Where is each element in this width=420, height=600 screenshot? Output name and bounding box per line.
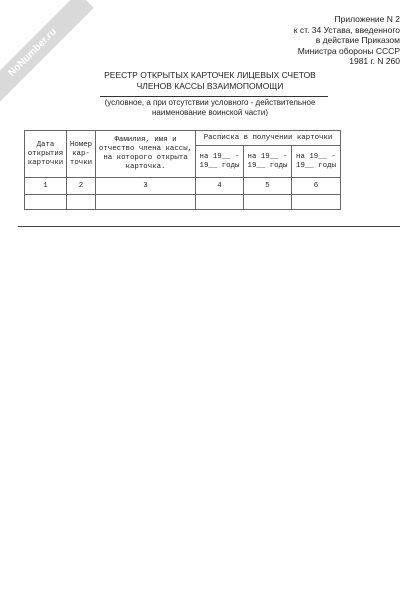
appendix-line-1: Приложение N 2	[334, 14, 400, 24]
header-date-opened: Дата открытия карточки	[25, 131, 67, 178]
empty-cell	[96, 195, 196, 210]
col-num-6: 6	[292, 178, 341, 195]
col-num-3: 3	[96, 178, 196, 195]
table-header-row	[25, 131, 341, 146]
title-line-2: ЧЛЕНОВ КАССЫ ВЗАИМОПОМОЩИ	[136, 80, 284, 91]
empty-cell	[292, 195, 341, 210]
empty-cell	[196, 195, 244, 210]
appendix-line-2: к ст. 34 Устава, введенного	[293, 24, 400, 35]
appendix-line-3: в действие Приказом	[315, 35, 400, 45]
empty-cell	[67, 195, 96, 210]
empty-table-row	[25, 195, 341, 210]
header-member-name: Фамилия, имя и отчество члена кассы, на которого открыта карточка.	[96, 131, 196, 178]
col-num-5: 5	[244, 178, 292, 195]
document-title	[0, 70, 420, 91]
register-table	[24, 130, 341, 210]
bottom-divider	[18, 226, 400, 227]
header-year-2: на 19__ - 19__ годы	[244, 146, 292, 178]
header-year-3: на 19__ - 19__ годы	[292, 146, 341, 178]
empty-cell	[25, 195, 67, 210]
title-line-1: РЕЕСТР ОТКРЫТЫХ КАРТОЧЕК ЛИЦЕВЫХ СЧЕТОВ	[104, 70, 316, 80]
appendix-line-4: Министра обороны СССР	[297, 45, 400, 56]
appendix-header	[294, 14, 400, 67]
unit-name-line	[100, 96, 328, 97]
col-num-1: 1	[25, 178, 67, 195]
col-num-4: 4	[196, 178, 244, 195]
header-card-number: Номер кар-точки	[67, 131, 96, 178]
column-number-row	[25, 178, 341, 195]
header-year-1: на 19__ - 19__ годы	[196, 146, 244, 178]
empty-cell	[244, 195, 292, 210]
col-num-2: 2	[67, 178, 96, 195]
unit-name-note	[0, 98, 420, 118]
header-receipt: Расписка в получении карточки	[196, 131, 341, 146]
note-line-2: наименование воинской части)	[152, 108, 268, 117]
note-line-1: (условное, а при отсутствии условного - действительное	[104, 98, 316, 107]
appendix-line-5: 1981 г. N 260	[349, 56, 400, 66]
watermark: NoNumber.ru	[0, 0, 94, 114]
